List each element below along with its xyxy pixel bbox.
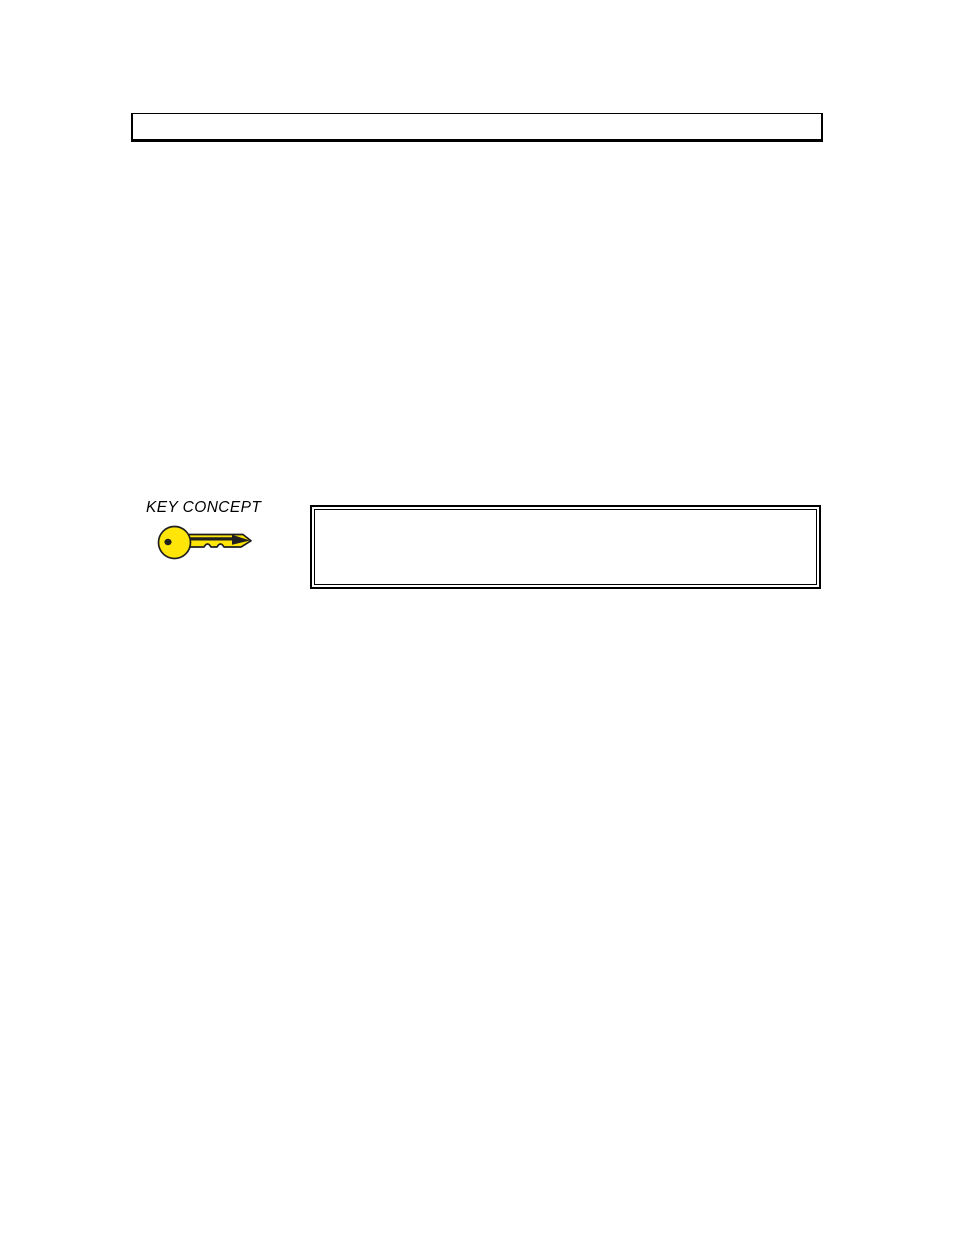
key-concept-box bbox=[310, 505, 821, 589]
key-concept-label: KEY CONCEPT bbox=[146, 499, 262, 516]
key-icon bbox=[157, 520, 253, 570]
title-box bbox=[131, 113, 823, 142]
key-keyhole bbox=[164, 539, 171, 545]
key-head bbox=[159, 527, 191, 559]
key-concept-box-inner bbox=[314, 509, 817, 585]
